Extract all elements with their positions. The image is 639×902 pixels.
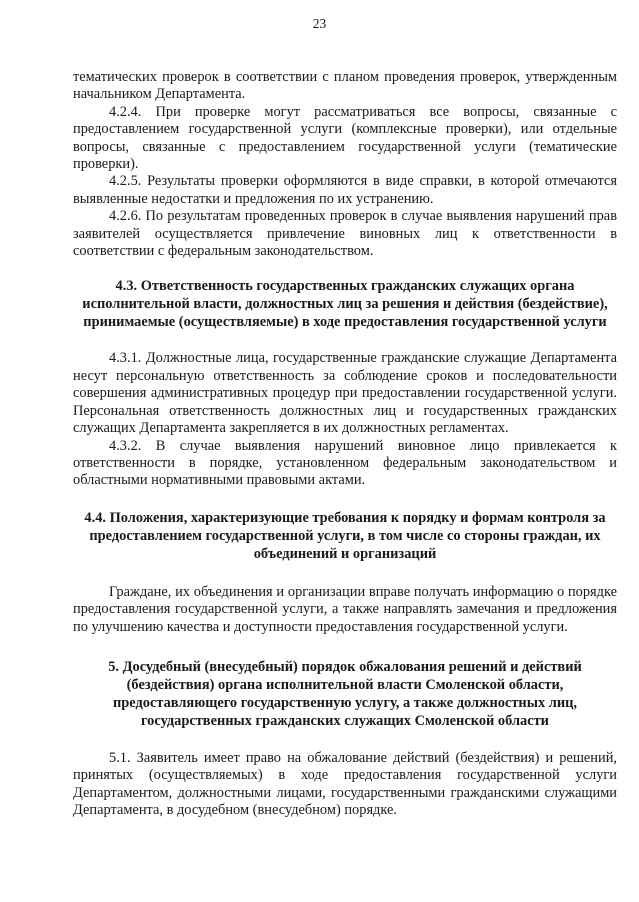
- paragraph-5-1: 5.1. Заявитель имеет право на обжалование действий (бездействия) и решений, принятых (осуществляемых) в ходе предоставления государственной услуги Департаментом, должностными лицами, государственными гражданскими служащими Департамента, в досудебном (внесудебном) порядке.: [73, 749, 617, 819]
- paragraph-4-2-6: 4.2.6. По результатам проведенных проверок в случае выявления нарушений прав заявителей осуществляется привлечение виновных лиц к ответственности в соответствии с федеральным законодательством.: [73, 208, 617, 260]
- paragraph-4-2-5: 4.2.5. Результаты проверки оформляются в виде справки, в которой отмечаются выявленные недостатки и предложения по их устранению.: [73, 173, 617, 207]
- paragraph-4-4: Граждане, их объединения и организации вправе получать информацию о порядке предоставления государственной услуги, а также направлять замечания и предложения по улучшению качества и доступности предоставления государственной услуги.: [73, 583, 617, 635]
- document-body: [73, 69, 617, 820]
- section-heading-5: 5. Досудебный (внесудебный) порядок обжалования решений и действий (бездействия) органа исполнительной власти Смоленской области, предоставляющего государственную услугу, а также должностных лиц, государственных гражданских служащих Смоленской области: [108, 658, 582, 729]
- paragraph-4-2-4: 4.2.4. При проверке могут рассматриваться все вопросы, связанные с предоставлением государственной услуги (комплексные проверки), или отдельные вопросы, связанные с предоставлением государственной услуги (тематические проверки).: [73, 103, 617, 173]
- paragraph-continuation: тематических проверок в соответствии с планом проведения проверок, утвержденным начальником Департамента.: [73, 69, 617, 103]
- paragraph-4-3-1: 4.3.1. Должностные лица, государственные гражданские служащие Департамента несут персональную ответственность за соблюдение сроков и последовательности совершения административных процедур при предоставлении государственной услуги. Персональная ответственность должностных лиц и государственных гражданских служащих Департамента закрепляется в их должностных регламентах.: [73, 350, 617, 437]
- section-heading-4-3: 4.3. Ответственность государственных гражданских служащих органа исполнительной власти, должностных лиц за решения и действия (бездействие), принимаемые (осуществляемые) в ходе предоставления государственной услуги: [82, 278, 608, 331]
- section-heading-4-4: 4.4. Положения, характеризующие требования к порядку и формам контроля за предоставлением государственной услуги, в том числе со стороны граждан, их объединений и организаций: [84, 509, 606, 562]
- page-number: 23: [312, 16, 327, 31]
- paragraph-4-3-2: 4.3.2. В случае выявления нарушений виновное лицо привлекается к ответственности в порядке, установленном федеральным законодательством и областными нормативными правовыми актами.: [73, 437, 617, 489]
